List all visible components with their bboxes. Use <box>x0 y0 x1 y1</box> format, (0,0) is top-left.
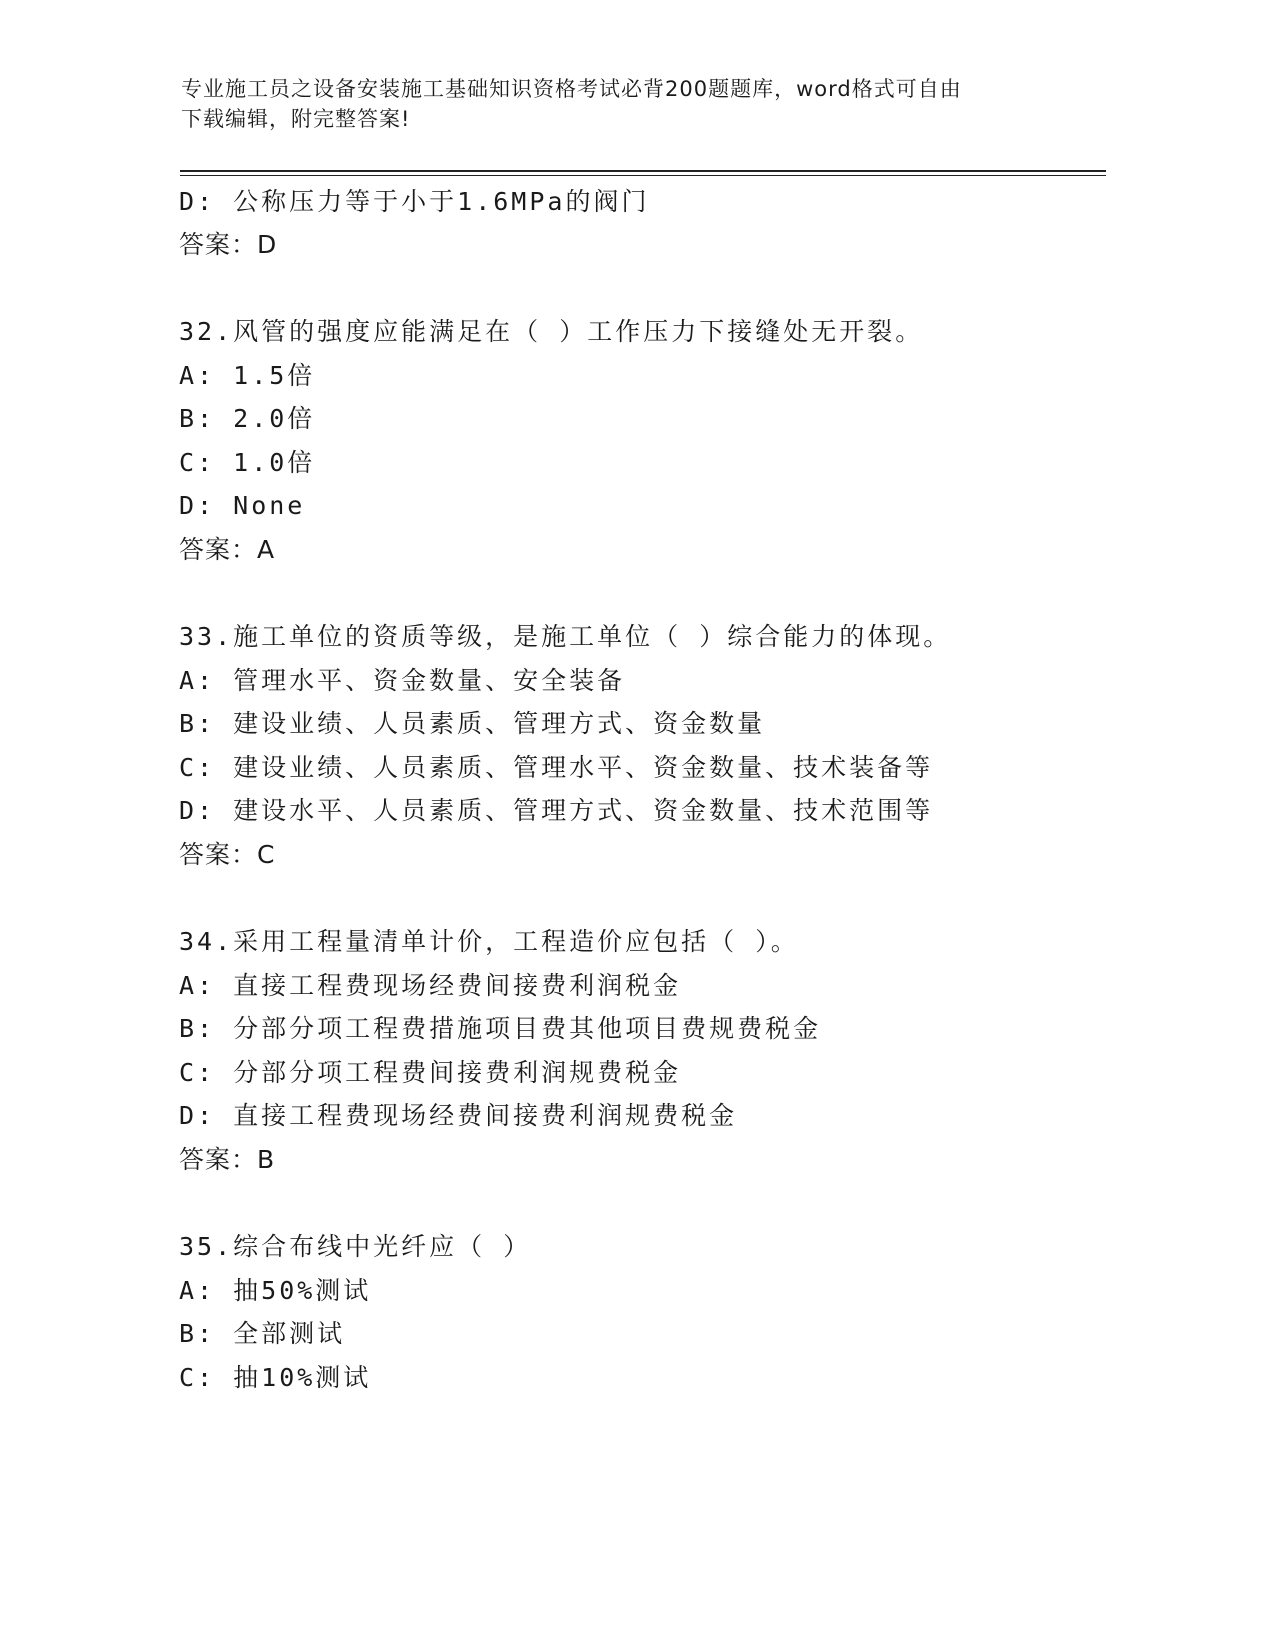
answer-line: 答案：C <box>179 840 276 869</box>
option-a: A: 1.5倍 <box>179 361 316 390</box>
answer-line: 答案：A <box>179 535 276 564</box>
option-c: C: 抽10%测试 <box>179 1363 372 1392</box>
option-b: B: 2.0倍 <box>179 404 316 433</box>
option-d: D: 建设水平、人员素质、管理方式、资金数量、技术范围等 <box>179 796 934 825</box>
option-a: A: 直接工程费现场经费间接费利润税金 <box>179 971 682 1000</box>
question-stem: 33.施工单位的资质等级，是施工单位（ ）综合能力的体现。 <box>179 622 952 651</box>
option-d: D: 直接工程费现场经费间接费利润规费税金 <box>179 1101 738 1130</box>
question-stem: 32.风管的强度应能满足在（ ）工作压力下接缝处无开裂。 <box>179 317 924 346</box>
option-c: C: 建设业绩、人员素质、管理水平、资金数量、技术装备等 <box>179 753 934 782</box>
question-stem: 34.采用工程量清单计价，工程造价应包括（ ）。 <box>179 927 799 956</box>
answer-line: 答案：D <box>179 230 278 259</box>
option-b: B: 建设业绩、人员素质、管理方式、资金数量 <box>179 709 766 738</box>
question-stem: 35.综合布线中光纤应（ ） <box>179 1232 532 1261</box>
header-line-1: 专业施工员之设备安装施工基础知识资格考试必背200题题库，word格式可自由 <box>181 77 962 101</box>
option-a: A: 抽50%测试 <box>179 1276 372 1305</box>
option-d: D: None <box>179 491 306 520</box>
option-c: C: 1.0倍 <box>179 448 316 477</box>
header-line-2: 下载编辑，附完整答案! <box>181 107 411 131</box>
option-a: A: 管理水平、资金数量、安全装备 <box>179 666 626 695</box>
option-b: B: 全部测试 <box>179 1319 346 1348</box>
document-header <box>181 74 1041 134</box>
answer-line: 答案：B <box>179 1145 276 1174</box>
option-c: C: 分部分项工程费间接费利润规费税金 <box>179 1058 682 1087</box>
option-d: D: 公称压力等于小于1.6MPa的阀门 <box>179 187 650 216</box>
header-divider-thin <box>180 175 1106 176</box>
header-divider-thick <box>180 170 1106 172</box>
option-b: B: 分部分项工程费措施项目费其他项目费规费税金 <box>179 1014 822 1043</box>
